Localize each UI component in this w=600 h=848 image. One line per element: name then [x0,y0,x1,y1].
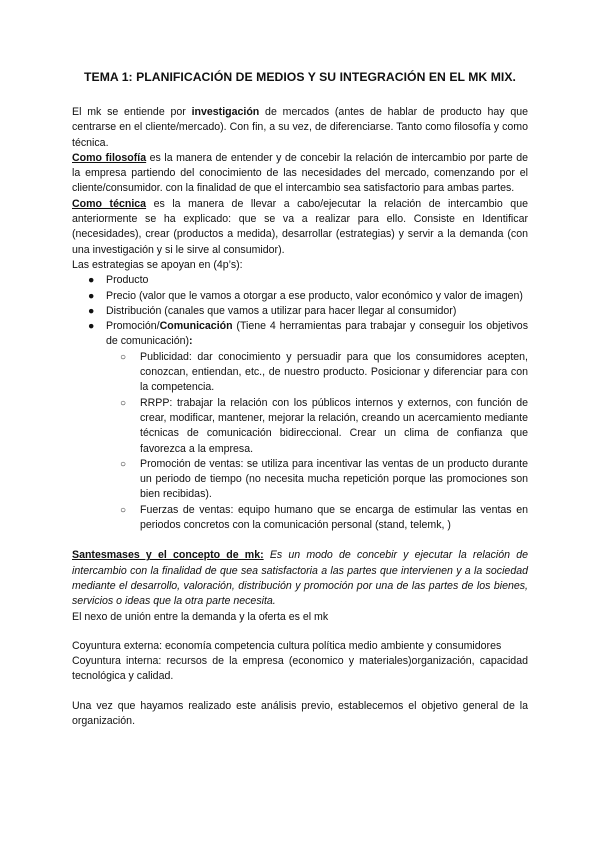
filosofia-label: Como filosofía [72,151,147,164]
bullet-icon: ● [88,274,95,287]
sub-list-item [116,503,528,534]
four-ps-list [72,273,528,533]
list-item-producto [72,273,528,288]
intro-text-after: de mercados (antes de hablar de producto hay que centrarse en el cliente/mercado). Con fin, a su vez, de diferenciarse. Tanto como filosofía y como técnica. [72,106,529,149]
sub-bullet-icon: ○ [120,351,127,363]
bullet-text: (Tiene 4 herramientas para trabajar y conseguir los objetivos de comunicación) [106,320,528,348]
coyuntura-interna: Coyuntura interna: recursos de la empresa (economico y materiales)organización, capacidad tecnológica y calidad. [72,655,528,683]
spacer [72,533,528,548]
conclusion-paragraph: Una vez que hayamos realizado este análisis previo, establecemos el objetivo general de la organización. [72,699,528,727]
bullet-text: Promoción/ [106,320,160,333]
santesmases-label: Santesmases y el concepto de mk: [72,549,264,562]
bullet-bold-term: Comunicación [159,320,233,333]
bullet-icon: ● [88,304,95,317]
bullet-icon: ● [88,320,95,333]
sub-bullet-text: Promoción de ventas: se utiliza para incentivar las ventas de un producto durante un periodo de tiempo (no necesita mucha repetición porque las promociones son bien recibidas). [140,457,528,501]
bullet-text: Precio (valor que le vamos a otorgar a ese producto, valor económico y valor de imagen) [106,289,523,302]
document-title: TEMA 1: PLANIFICACIÓN DE MEDIOS Y SU INTEGRACIÓN EN EL MK MIX. [84,70,516,84]
intro-paragraph [72,105,528,151]
tecnica-text: es la manera de llevar a cabo/ejecutar la relación de intercambio que anteriormente se ha explicado: que se va a realizar para ello. Consiste en Identificar (necesidades), crear (productos a medida), desarrollar (estrategias) y servir a la demanda (con una investigación y si le sirve al consumidor). [72,197,528,256]
intro-bold-term: investigación [191,106,260,118]
santesmases-paragraph [72,548,528,609]
sub-bullet-icon: ○ [120,397,127,409]
sub-bullet-icon: ○ [120,458,127,470]
sub-list-item [116,396,528,457]
sub-bullet-text: RRPP: trabajar la relación con los públicos internos y externos, con función de crear, modificar, mantener, mejorar la relación, creando un acercamiento mediante técnicas de comunicación bidireccional. Crear un clima de confianza que favorezca a la empresa. [140,396,528,455]
bullet-colon: : [189,335,193,348]
list-item-distribucion [72,304,528,319]
filosofia-text: es la manera de entender y de concebir la relación de intercambio por parte de la empresa partiendo del conocimiento de las necesidades del mercado, comenzando por el cliente/consumidor. con la finalidad de que el intercambio sea satisfactorio para ambas partes. [72,151,528,195]
nexo-paragraph: El nexo de unión entre la demanda y la oferta es el mk [72,610,329,623]
list-item-precio [72,289,528,304]
santesmases-definition: Es un modo de concebir y ejecutar la relación de intercambio con la finalidad de que sea satisfactoria a las partes que intervienen y a la sociedad mediante el desarrollo, valoración, distribución y promoción por una de las partes de los bienes, servicios o ideas que la otra parte necesita. [72,549,528,608]
spacer [72,685,528,699]
sub-list-item [116,350,528,396]
sub-list-item [116,457,528,503]
coyuntura-externa: Coyuntura externa: economía competencia cultura política medio ambiente y consumidores [72,639,502,652]
communication-tools-list [116,350,528,534]
list-item-promocion [72,319,528,533]
bullet-text: Producto [106,274,149,287]
tecnica-label: Como técnica [72,197,147,210]
sub-bullet-text: Fuerzas de ventas: equipo humano que se encarga de estimular las ventas en periodos concretos con la comunicación personal (stand, telemk, ) [140,503,528,532]
sub-bullet-text: Publicidad: dar conocimiento y persuadir para que los consumidores acepten, conozcan, entiendan, etc., de nuestro producto. Posicionar y diferenciar para con la competencia. [140,350,528,394]
bullet-icon: ● [88,289,95,302]
spacer [72,625,528,639]
bullet-text: Distribución (canales que vamos a utilizar para hacer llegar al consumidor) [106,304,457,317]
tecnica-paragraph [72,197,528,258]
filosofia-paragraph [72,151,528,197]
estrategias-intro: Las estrategias se apoyan en (4p’s): [72,258,243,271]
sub-bullet-icon: ○ [120,504,127,516]
intro-text-before: El mk se entiende por [72,106,192,118]
